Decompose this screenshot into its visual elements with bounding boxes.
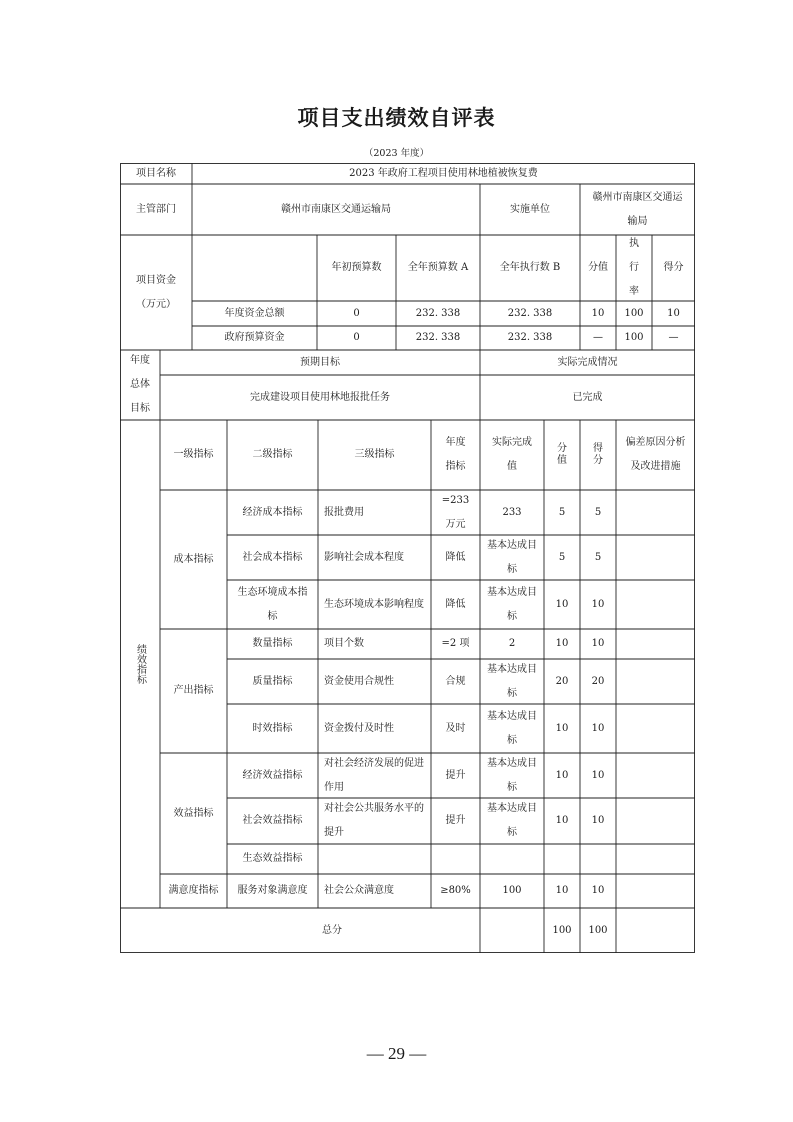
ind-target: 提升: [445, 769, 466, 781]
ind-level2: 服务对象满意度: [237, 885, 308, 896]
ind-header-level2: 二级指标: [252, 449, 293, 460]
ind-actual: [480, 844, 544, 874]
ind-note: [616, 535, 695, 580]
ind-note: [616, 753, 695, 798]
ind-target: [431, 844, 480, 874]
ind-actual: 基本达成目标: [487, 539, 537, 575]
ind-score: 5: [594, 506, 602, 518]
ind-score: 10: [591, 769, 605, 781]
funds-row-exec-b: 232. 338: [507, 307, 553, 319]
ind-weight: 5: [558, 551, 566, 563]
goals-expected-value: 完成建设项目使用林地报批任务: [250, 391, 390, 403]
ind-level3: 对社会经济发展的促进作用: [324, 757, 424, 793]
ind-score: 10: [591, 598, 605, 610]
ind-score: 20: [591, 675, 605, 687]
ind-actual: 基本达成目标: [487, 710, 537, 746]
funds-col-score: 得分: [663, 262, 684, 273]
ind-score: 10: [591, 885, 605, 896]
indicators-label: [120, 420, 160, 908]
ind-actual: 基本达成目标: [487, 586, 537, 622]
page-number: — 29 —: [366, 1044, 427, 1063]
ind-level3: 报批费用: [324, 506, 364, 518]
ind-header-level3: 三级指标: [354, 449, 395, 460]
ind-score: 5: [594, 551, 602, 563]
ind-actual: 基本达成目标: [487, 757, 537, 793]
ind-weight: 20: [555, 675, 569, 687]
impl-label: 实施单位: [510, 203, 550, 215]
ind-group-level1: 产出指标: [173, 685, 214, 696]
funds-col-rate: 执行率: [629, 238, 639, 297]
ind-level2: 质量指标: [252, 675, 293, 687]
page-title: 项目支出绩效自评表: [297, 106, 496, 130]
ind-level3: 生态环境成本影响程度: [324, 598, 424, 610]
ind-level2: 经济效益指标: [242, 769, 303, 781]
funds-col-exec-b: 全年执行数 B: [499, 262, 561, 273]
ind-target: 合规: [445, 675, 466, 687]
ind-note: [616, 580, 695, 629]
ind-header-score: 得分: [593, 443, 603, 466]
project-name-label: 项目名称: [136, 167, 176, 179]
total-label: 总分: [322, 924, 342, 936]
funds-row-rate: 100: [624, 332, 644, 343]
ind-level3: 资金拨付及时性: [324, 722, 394, 734]
ind-header-weight: 分值: [557, 443, 567, 466]
ind-note: [616, 659, 695, 704]
ind-weight: 10: [555, 722, 569, 734]
funds-row-exec-b: 232. 338: [507, 332, 553, 343]
ind-target: =233 万元: [441, 494, 470, 530]
ind-score: 10: [591, 638, 605, 649]
dept-label: 主管部门: [136, 203, 176, 215]
ind-group-level1: 成本指标: [173, 553, 214, 565]
ind-level3: 社会公众满意度: [324, 885, 394, 896]
ind-level3: [318, 844, 431, 874]
ind-score: [580, 844, 616, 874]
ind-level3: 影响社会成本程度: [324, 551, 404, 563]
funds-row-name: 政府预算资金: [224, 332, 285, 343]
ind-level2: 生态效益指标: [242, 853, 303, 864]
ind-header-actual: 实际完成值: [492, 437, 532, 472]
project-name-value: 2023 年政府工程项目使用林地植被恢复费: [349, 167, 538, 179]
ind-level3: 资金使用合规性: [324, 675, 394, 687]
ind-score: 10: [591, 722, 605, 734]
ind-actual: 基本达成目标: [487, 803, 537, 838]
ind-note: [616, 844, 695, 874]
ind-group-level1: 效益指标: [173, 807, 214, 819]
funds-row-annual-a: 232. 338: [415, 332, 461, 343]
ind-target: 降低: [445, 598, 466, 610]
ind-note: [616, 704, 695, 753]
funds-col-score-value: 分值: [588, 262, 608, 273]
ind-note: [616, 490, 695, 535]
funds-row-score-value: 10: [591, 307, 605, 319]
ind-note: [616, 798, 695, 844]
self-evaluation-table: [120, 163, 695, 953]
ind-level2: 数量指标: [252, 638, 293, 649]
goals-actual-value: 已完成: [572, 391, 603, 403]
funds-row-initial: 0: [353, 332, 360, 343]
indicators-label-text: 绩效指标: [134, 644, 146, 684]
ind-level3: 项目个数: [324, 638, 364, 649]
ind-weight: 10: [555, 638, 569, 649]
ind-group-level1: 满意度指标: [168, 885, 219, 896]
ind-actual: 100: [502, 885, 522, 896]
ind-level3: 对社会公共服务水平的提升: [324, 803, 424, 838]
funds-row-score: —: [668, 332, 679, 343]
dept-value: 赣州市南康区交通运输局: [281, 203, 391, 215]
ind-level2: 时效指标: [252, 722, 293, 734]
funds-row-score: 10: [667, 307, 680, 319]
goals-actual-header: 实际完成情况: [557, 356, 618, 368]
ind-level2: 生态环境成本指标: [237, 586, 308, 622]
ind-actual: 2: [508, 638, 516, 649]
ind-weight: 5: [558, 506, 566, 518]
ind-weight: 10: [555, 815, 569, 826]
ind-weight: 10: [555, 769, 569, 781]
ind-weight: 10: [555, 598, 569, 610]
ind-level2: 经济成本指标: [242, 506, 303, 518]
funds-row-rate: 100: [624, 307, 644, 319]
ind-actual: 基本达成目标: [487, 663, 537, 699]
ind-header-note: 偏差原因分析及改进措施: [625, 437, 686, 472]
funds-row-annual-a: 232. 338: [415, 307, 461, 319]
ind-target: 降低: [445, 551, 466, 563]
ind-actual: 233: [502, 506, 522, 518]
funds-row-name: 年度资金总额: [224, 307, 285, 319]
funds-col-annual-a: 全年预算数 A: [407, 262, 469, 273]
total-score: 100: [588, 924, 608, 936]
ind-level2: 社会成本指标: [242, 551, 303, 563]
goals-expected-header: 预期目标: [300, 356, 340, 368]
ind-note: [616, 874, 695, 908]
funds-col-initial: 年初预算数: [331, 262, 382, 273]
ind-weight: 10: [555, 885, 569, 896]
ind-target: =2 项: [441, 638, 470, 649]
ind-weight: [544, 844, 580, 874]
impl-value: 赣州市南康区交通运输局: [592, 191, 683, 227]
total-weight: 100: [552, 924, 572, 936]
year-note: （2023 年度）: [363, 148, 430, 159]
funds-label: 项目资金（万元）: [136, 274, 176, 310]
ind-level2: 社会效益指标: [242, 815, 303, 826]
ind-header-target: 年度指标: [445, 437, 466, 472]
ind-target: 及时: [445, 722, 466, 734]
ind-target: 提升: [445, 815, 466, 826]
funds-row-score-value: —: [593, 332, 603, 343]
ind-note: [616, 629, 695, 659]
ind-target: ≥80%: [440, 885, 471, 896]
ind-header-level1: 一级指标: [173, 449, 214, 460]
ind-score: 10: [591, 815, 605, 826]
goals-label: 年度总体目标: [130, 355, 150, 414]
funds-row-initial: 0: [353, 307, 360, 319]
